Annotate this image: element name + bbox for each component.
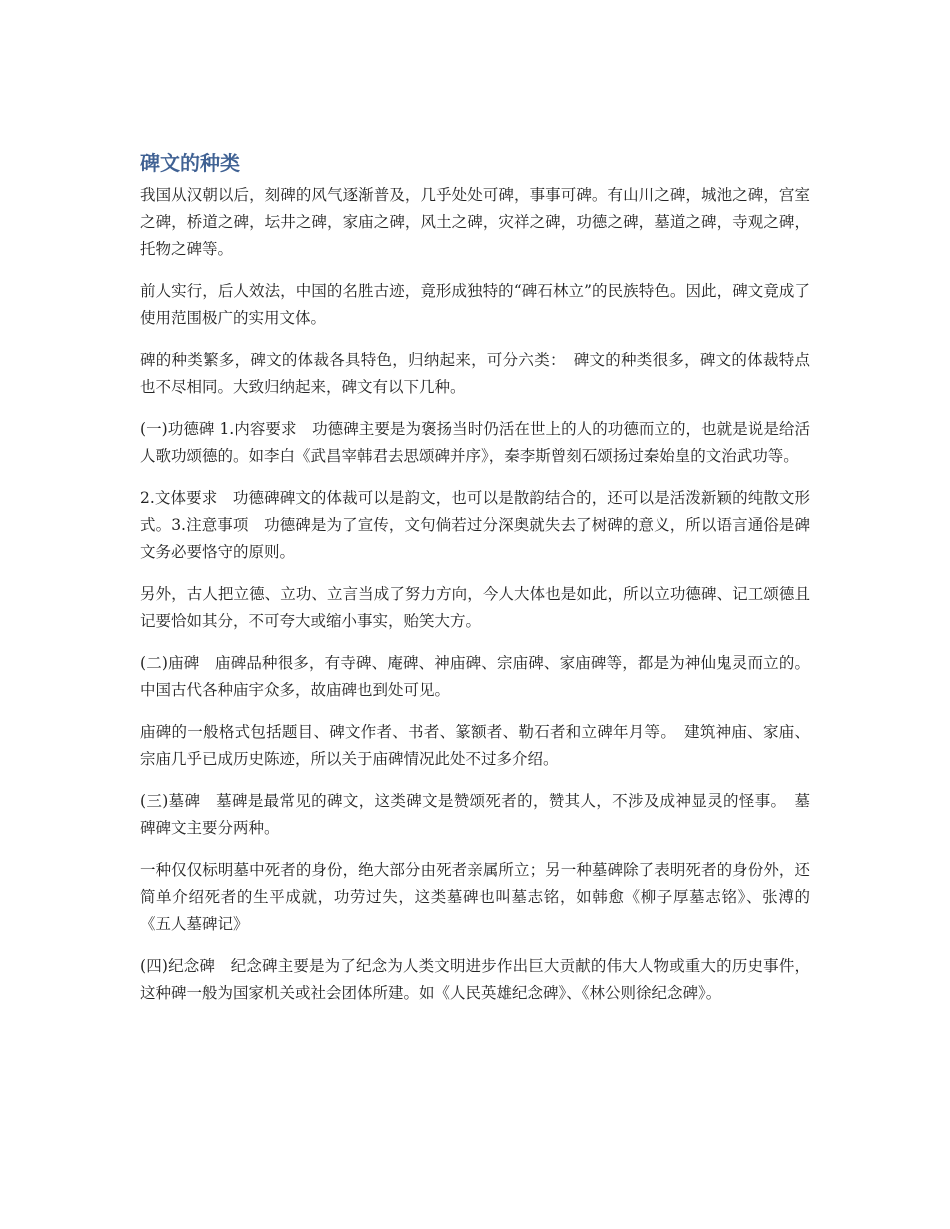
paragraph-8: 庙碑的一般格式包括题目、碑文作者、书者、篆额者、勒石者和立碑年月等。 建筑神庙、家庙、宗庙几乎已成历史陈迹，所以关于庙碑情况此处不过多介绍。: [140, 723, 810, 768]
paragraph-6: 另外，古人把立德、立功、立言当成了努力方向，今人大体也是如此，所以立功德碑、记工颂德且记要恰如其分，不可夸大或缩小事实，贻笑大方。: [140, 585, 810, 630]
document-page: [140, 148, 810, 1022]
paragraph-1: 我国从汉朝以后，刻碑的风气逐渐普及，几乎处处可碑，事事可碑。有山川之碑，城池之碑，宫室之碑，桥道之碑，坛井之碑，家庙之碑，风土之碑，灾祥之碑，功德之碑，墓道之碑，寺观之碑，托物之碑等。: [140, 186, 810, 258]
paragraph-11: (四)纪念碑 纪念碑主要是为了纪念为人类文明进步作出巨大贡献的伟大人物或重大的历史事件，这种碑一般为国家机关或社会团体所建。如《人民英雄纪念碑》、《林公则徐纪念碑》。: [140, 957, 810, 1002]
paragraph-2: 前人实行，后人效法，中国的名胜古迹，竟形成独特的“碑石林立”的民族特色。因此，碑文竟成了使用范围极广的实用文体。: [140, 282, 810, 327]
paragraph-4: (一)功德碑 1.内容要求 功德碑主要是为褒扬当时仍活在世上的人的功德而立的，也就是说是给活人歌功颂德的。如李白《武昌宰韩君去思颂碑并序》，秦李斯曾刻石颂扬过秦始皇的文治武功等。: [140, 420, 810, 465]
document-title: 碑文的种类: [140, 151, 240, 175]
paragraph-7: (二)庙碑 庙碑品种很多，有寺碑、庵碑、神庙碑、宗庙碑、家庙碑等，都是为神仙鬼灵而立的。中国古代各种庙宇众多，故庙碑也到处可见。: [140, 654, 810, 699]
paragraph-3: 碑的种类繁多，碑文的体裁各具特色，归纳起来，可分六类： 碑文的种类很多，碑文的体裁特点也不尽相同。大致归纳起来，碑文有以下几种。: [140, 351, 810, 396]
paragraph-5: 2.文体要求 功德碑碑文的体裁可以是韵文，也可以是散韵结合的，还可以是活泼新颖的纯散文形式。3.注意事项 功德碑是为了宣传，文句倘若过分深奥就失去了树碑的意义，所以语言通俗是碑文务必要恪守的原则。: [140, 489, 810, 561]
paragraph-10: 一种仅仅标明墓中死者的身份，绝大部分由死者亲属所立；另一种墓碑除了表明死者的身份外，还简单介绍死者的生平成就，功劳过失，这类墓碑也叫墓志铭，如韩愈《柳子厚墓志铭》、张溥的《五人墓碑记》: [140, 861, 810, 933]
paragraph-9: (三)墓碑 墓碑是最常见的碑文，这类碑文是赞颂死者的，赞其人，不涉及成神显灵的怪事。 墓碑碑文主要分两种。: [140, 792, 810, 837]
